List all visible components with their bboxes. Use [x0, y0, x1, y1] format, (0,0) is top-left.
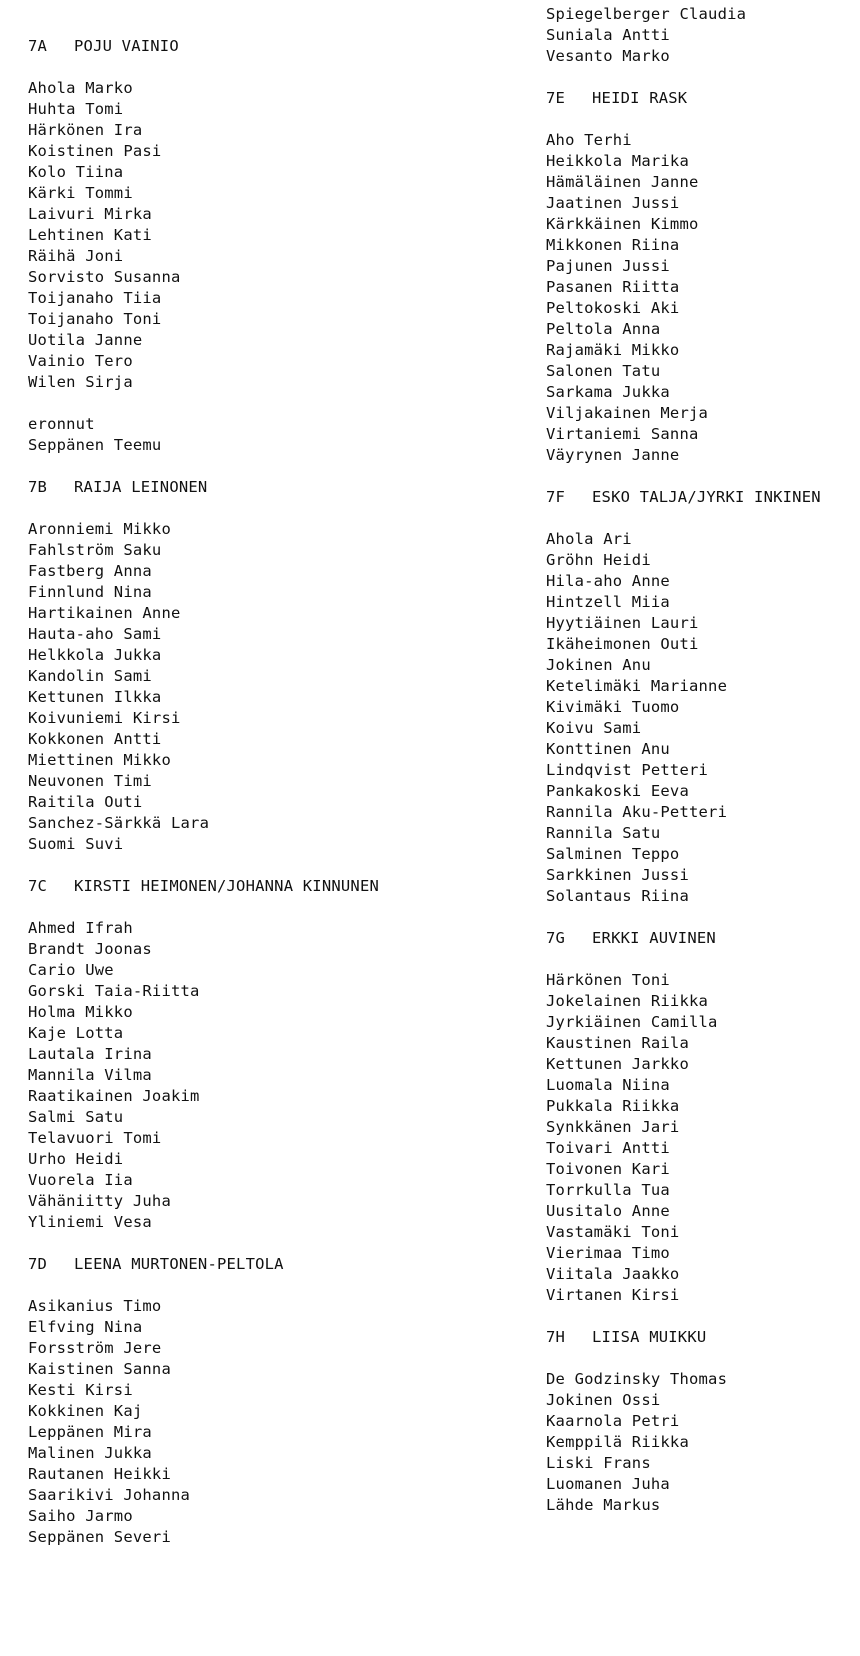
- student-name: Sorvisto Susanna: [28, 268, 181, 286]
- class-teacher: ESKO TALJA/JYRKI INKINEN: [592, 488, 821, 506]
- student-name: Koivuniemi Kirsi: [28, 709, 181, 727]
- student-name: Sarkama Jukka: [546, 383, 670, 401]
- student-name: Torrkulla Tua: [546, 1181, 670, 1199]
- student-name: Toivonen Kari: [546, 1160, 670, 1178]
- student-name: Toivari Antti: [546, 1139, 670, 1157]
- student-name: Härkönen Ira: [28, 121, 143, 139]
- student-name: Sarkkinen Jussi: [546, 866, 689, 884]
- student-name: Helkkola Jukka: [28, 646, 162, 664]
- student-name: Laivuri Mirka: [28, 205, 152, 223]
- class-teacher: ERKKI AUVINEN: [592, 929, 716, 947]
- student-name: Koivu Sami: [546, 719, 642, 737]
- student-name: Kettunen Ilkka: [28, 688, 162, 706]
- student-name: Pankakoski Eeva: [546, 782, 689, 800]
- student-name: De Godzinsky Thomas: [546, 1370, 728, 1388]
- student-name: Raitila Outi: [28, 793, 143, 811]
- class-code: 7C: [28, 877, 48, 895]
- class-heading: [28, 876, 498, 897]
- student-name: Vainio Tero: [28, 352, 133, 370]
- student-name: Gröhn Heidi: [546, 551, 651, 569]
- student-name: Brandt Joonas: [28, 940, 152, 958]
- student-name: Rannila Satu: [546, 824, 661, 842]
- class-code: 7F: [546, 488, 566, 506]
- student-name: Hila-aho Anne: [546, 572, 670, 590]
- student-name: Synkkänen Jari: [546, 1118, 680, 1136]
- class-teacher: LEENA MURTONEN-PELTOLA: [74, 1255, 284, 1273]
- student-name: Kemppilä Riikka: [546, 1433, 689, 1451]
- student-name: Luomanen Juha: [546, 1475, 670, 1493]
- student-name: Huhta Tomi: [28, 100, 124, 118]
- student-name: Konttinen Anu: [546, 740, 670, 758]
- student-name: Lindqvist Petteri: [546, 761, 709, 779]
- student-name: Kaje Lotta: [28, 1024, 124, 1042]
- student-name: Liski Frans: [546, 1454, 651, 1472]
- student-name: Hyytiäinen Lauri: [546, 614, 699, 632]
- class-teacher: LIISA MUIKKU: [592, 1328, 707, 1346]
- student-name: Yliniemi Vesa: [28, 1213, 152, 1231]
- student-name: Jyrkiäinen Camilla: [546, 1013, 718, 1031]
- class-code: 7A: [28, 37, 48, 55]
- student-name: Mikkonen Riina: [546, 236, 680, 254]
- student-name: Toijanaho Toni: [28, 310, 162, 328]
- student-name: Lautala Irina: [28, 1045, 152, 1063]
- class-section: [28, 876, 498, 1233]
- student-name: Aho Terhi: [546, 131, 632, 149]
- student-name: Pukkala Riikka: [546, 1097, 680, 1115]
- student-name: Aronniemi Mikko: [28, 520, 171, 538]
- student-name: Viljakainen Merja: [546, 404, 709, 422]
- student-name: Spiegelberger Claudia: [546, 5, 747, 23]
- student-name: Rautanen Heikki: [28, 1465, 171, 1483]
- class-section: [546, 1327, 846, 1516]
- student-name: Luomala Niina: [546, 1076, 670, 1094]
- continued-list: [546, 4, 846, 67]
- student-name: Saarikivi Johanna: [28, 1486, 191, 1504]
- student-name: Hintzell Miia: [546, 593, 670, 611]
- student-name: Rajamäki Mikko: [546, 341, 680, 359]
- student-name: Kaustinen Raila: [546, 1034, 689, 1052]
- student-name: Kaarnola Petri: [546, 1412, 680, 1430]
- student-name: Kokkonen Antti: [28, 730, 162, 748]
- student-name: Salonen Tatu: [546, 362, 661, 380]
- student-name: Kesti Kirsi: [28, 1381, 133, 1399]
- class-heading: [546, 88, 846, 109]
- student-name: Sanchez-Särkkä Lara: [28, 814, 210, 832]
- student-name: Härkönen Toni: [546, 971, 670, 989]
- student-name: Fahlström Saku: [28, 541, 162, 559]
- student-name: Forsström Jere: [28, 1339, 162, 1357]
- student-name: Raatikainen Joakim: [28, 1087, 200, 1105]
- student-name: Holma Mikko: [28, 1003, 133, 1021]
- student-name: Koistinen Pasi: [28, 142, 162, 160]
- student-name: Elfving Nina: [28, 1318, 143, 1336]
- student-name: Uotila Janne: [28, 331, 143, 349]
- student-name: Jokelainen Riikka: [546, 992, 709, 1010]
- student-name: Kärkkäinen Kimmo: [546, 215, 699, 233]
- note-label: eronnut: [28, 415, 95, 433]
- student-name: Kokkinen Kaj: [28, 1402, 143, 1420]
- right-column: [546, 5, 846, 1537]
- student-name: Wilen Sirja: [28, 373, 133, 391]
- class-heading: [546, 928, 846, 949]
- student-name: Kärki Tommi: [28, 184, 133, 202]
- class-section: [28, 477, 498, 855]
- student-name: Pajunen Jussi: [546, 257, 670, 275]
- student-name: Kivimäki Tuomo: [546, 698, 680, 716]
- student-name: Salmi Satu: [28, 1108, 124, 1126]
- student-name: Vesanto Marko: [546, 47, 670, 65]
- student-name: Suniala Antti: [546, 26, 670, 44]
- spacer: [28, 393, 498, 414]
- student-name: Peltokoski Aki: [546, 299, 680, 317]
- student-name: Seppänen Severi: [28, 1528, 171, 1546]
- student-name: Saiho Jarmo: [28, 1507, 133, 1525]
- class-section: [546, 88, 846, 466]
- class-section: [28, 36, 498, 456]
- class-teacher: KIRSTI HEIMONEN/JOHANNA KINNUNEN: [74, 877, 380, 895]
- class-code: 7G: [546, 929, 566, 947]
- student-name: Jaatinen Jussi: [546, 194, 680, 212]
- class-teacher: POJU VAINIO: [74, 37, 179, 55]
- student-name: Ketelimäki Marianne: [546, 677, 728, 695]
- student-name: Seppänen Teemu: [28, 436, 162, 454]
- class-section: [546, 928, 846, 1306]
- student-name: Vastamäki Toni: [546, 1223, 680, 1241]
- student-name: Solantaus Riina: [546, 887, 689, 905]
- class-teacher: RAIJA LEINONEN: [74, 478, 208, 496]
- class-heading: [546, 1327, 846, 1348]
- class-heading: [28, 36, 498, 57]
- student-name: Hämäläinen Janne: [546, 173, 699, 191]
- left-column: [28, 36, 498, 1569]
- student-name: Virtaniemi Sanna: [546, 425, 699, 443]
- class-heading: [546, 487, 846, 508]
- student-name: Suomi Suvi: [28, 835, 124, 853]
- student-name: Vierimaa Timo: [546, 1244, 670, 1262]
- student-name: Kaistinen Sanna: [28, 1360, 171, 1378]
- student-name: Mannila Vilma: [28, 1066, 152, 1084]
- student-name: Pasanen Riitta: [546, 278, 680, 296]
- student-name: Heikkola Marika: [546, 152, 689, 170]
- student-name: Räihä Joni: [28, 247, 124, 265]
- student-name: Uusitalo Anne: [546, 1202, 670, 1220]
- student-name: Malinen Jukka: [28, 1444, 152, 1462]
- student-name: Kandolin Sami: [28, 667, 152, 685]
- student-name: Finnlund Nina: [28, 583, 152, 601]
- student-name: Rannila Aku-Petteri: [546, 803, 728, 821]
- student-name: Miettinen Mikko: [28, 751, 171, 769]
- class-section: [28, 1254, 498, 1548]
- student-name: Ikäheimonen Outi: [546, 635, 699, 653]
- class-heading: [28, 1254, 498, 1275]
- student-name: Lähde Markus: [546, 1496, 661, 1514]
- student-name: Peltola Anna: [546, 320, 661, 338]
- class-section: [546, 487, 846, 907]
- student-name: Ahola Ari: [546, 530, 632, 548]
- class-code: 7D: [28, 1255, 48, 1273]
- student-name: Ahola Marko: [28, 79, 133, 97]
- student-name: Hauta-aho Sami: [28, 625, 162, 643]
- student-name: Asikanius Timo: [28, 1297, 162, 1315]
- student-name: Ahmed Ifrah: [28, 919, 133, 937]
- student-name: Gorski Taia-Riitta: [28, 982, 200, 1000]
- student-name: Lehtinen Kati: [28, 226, 152, 244]
- student-name: Vähäniitty Juha: [28, 1192, 171, 1210]
- student-name: Viitala Jaakko: [546, 1265, 680, 1283]
- student-name: Jokinen Anu: [546, 656, 651, 674]
- student-name: Kettunen Jarkko: [546, 1055, 689, 1073]
- class-heading: [28, 477, 498, 498]
- student-name: Urho Heidi: [28, 1150, 124, 1168]
- student-name: Toijanaho Tiia: [28, 289, 162, 307]
- class-teacher: HEIDI RASK: [592, 89, 688, 107]
- student-name: Fastberg Anna: [28, 562, 152, 580]
- student-name: Vuorela Iia: [28, 1171, 133, 1189]
- student-name: Leppänen Mira: [28, 1423, 152, 1441]
- student-name: Väyrynen Janne: [546, 446, 680, 464]
- class-code: 7H: [546, 1328, 566, 1346]
- student-name: Hartikainen Anne: [28, 604, 181, 622]
- student-name: Telavuori Tomi: [28, 1129, 162, 1147]
- class-code: 7E: [546, 89, 566, 107]
- student-name: Salminen Teppo: [546, 845, 680, 863]
- student-name: Kolo Tiina: [28, 163, 124, 181]
- student-name: Cario Uwe: [28, 961, 114, 979]
- student-name: Neuvonen Timi: [28, 772, 152, 790]
- class-code: 7B: [28, 478, 48, 496]
- student-name: Jokinen Ossi: [546, 1391, 661, 1409]
- student-name: Virtanen Kirsi: [546, 1286, 680, 1304]
